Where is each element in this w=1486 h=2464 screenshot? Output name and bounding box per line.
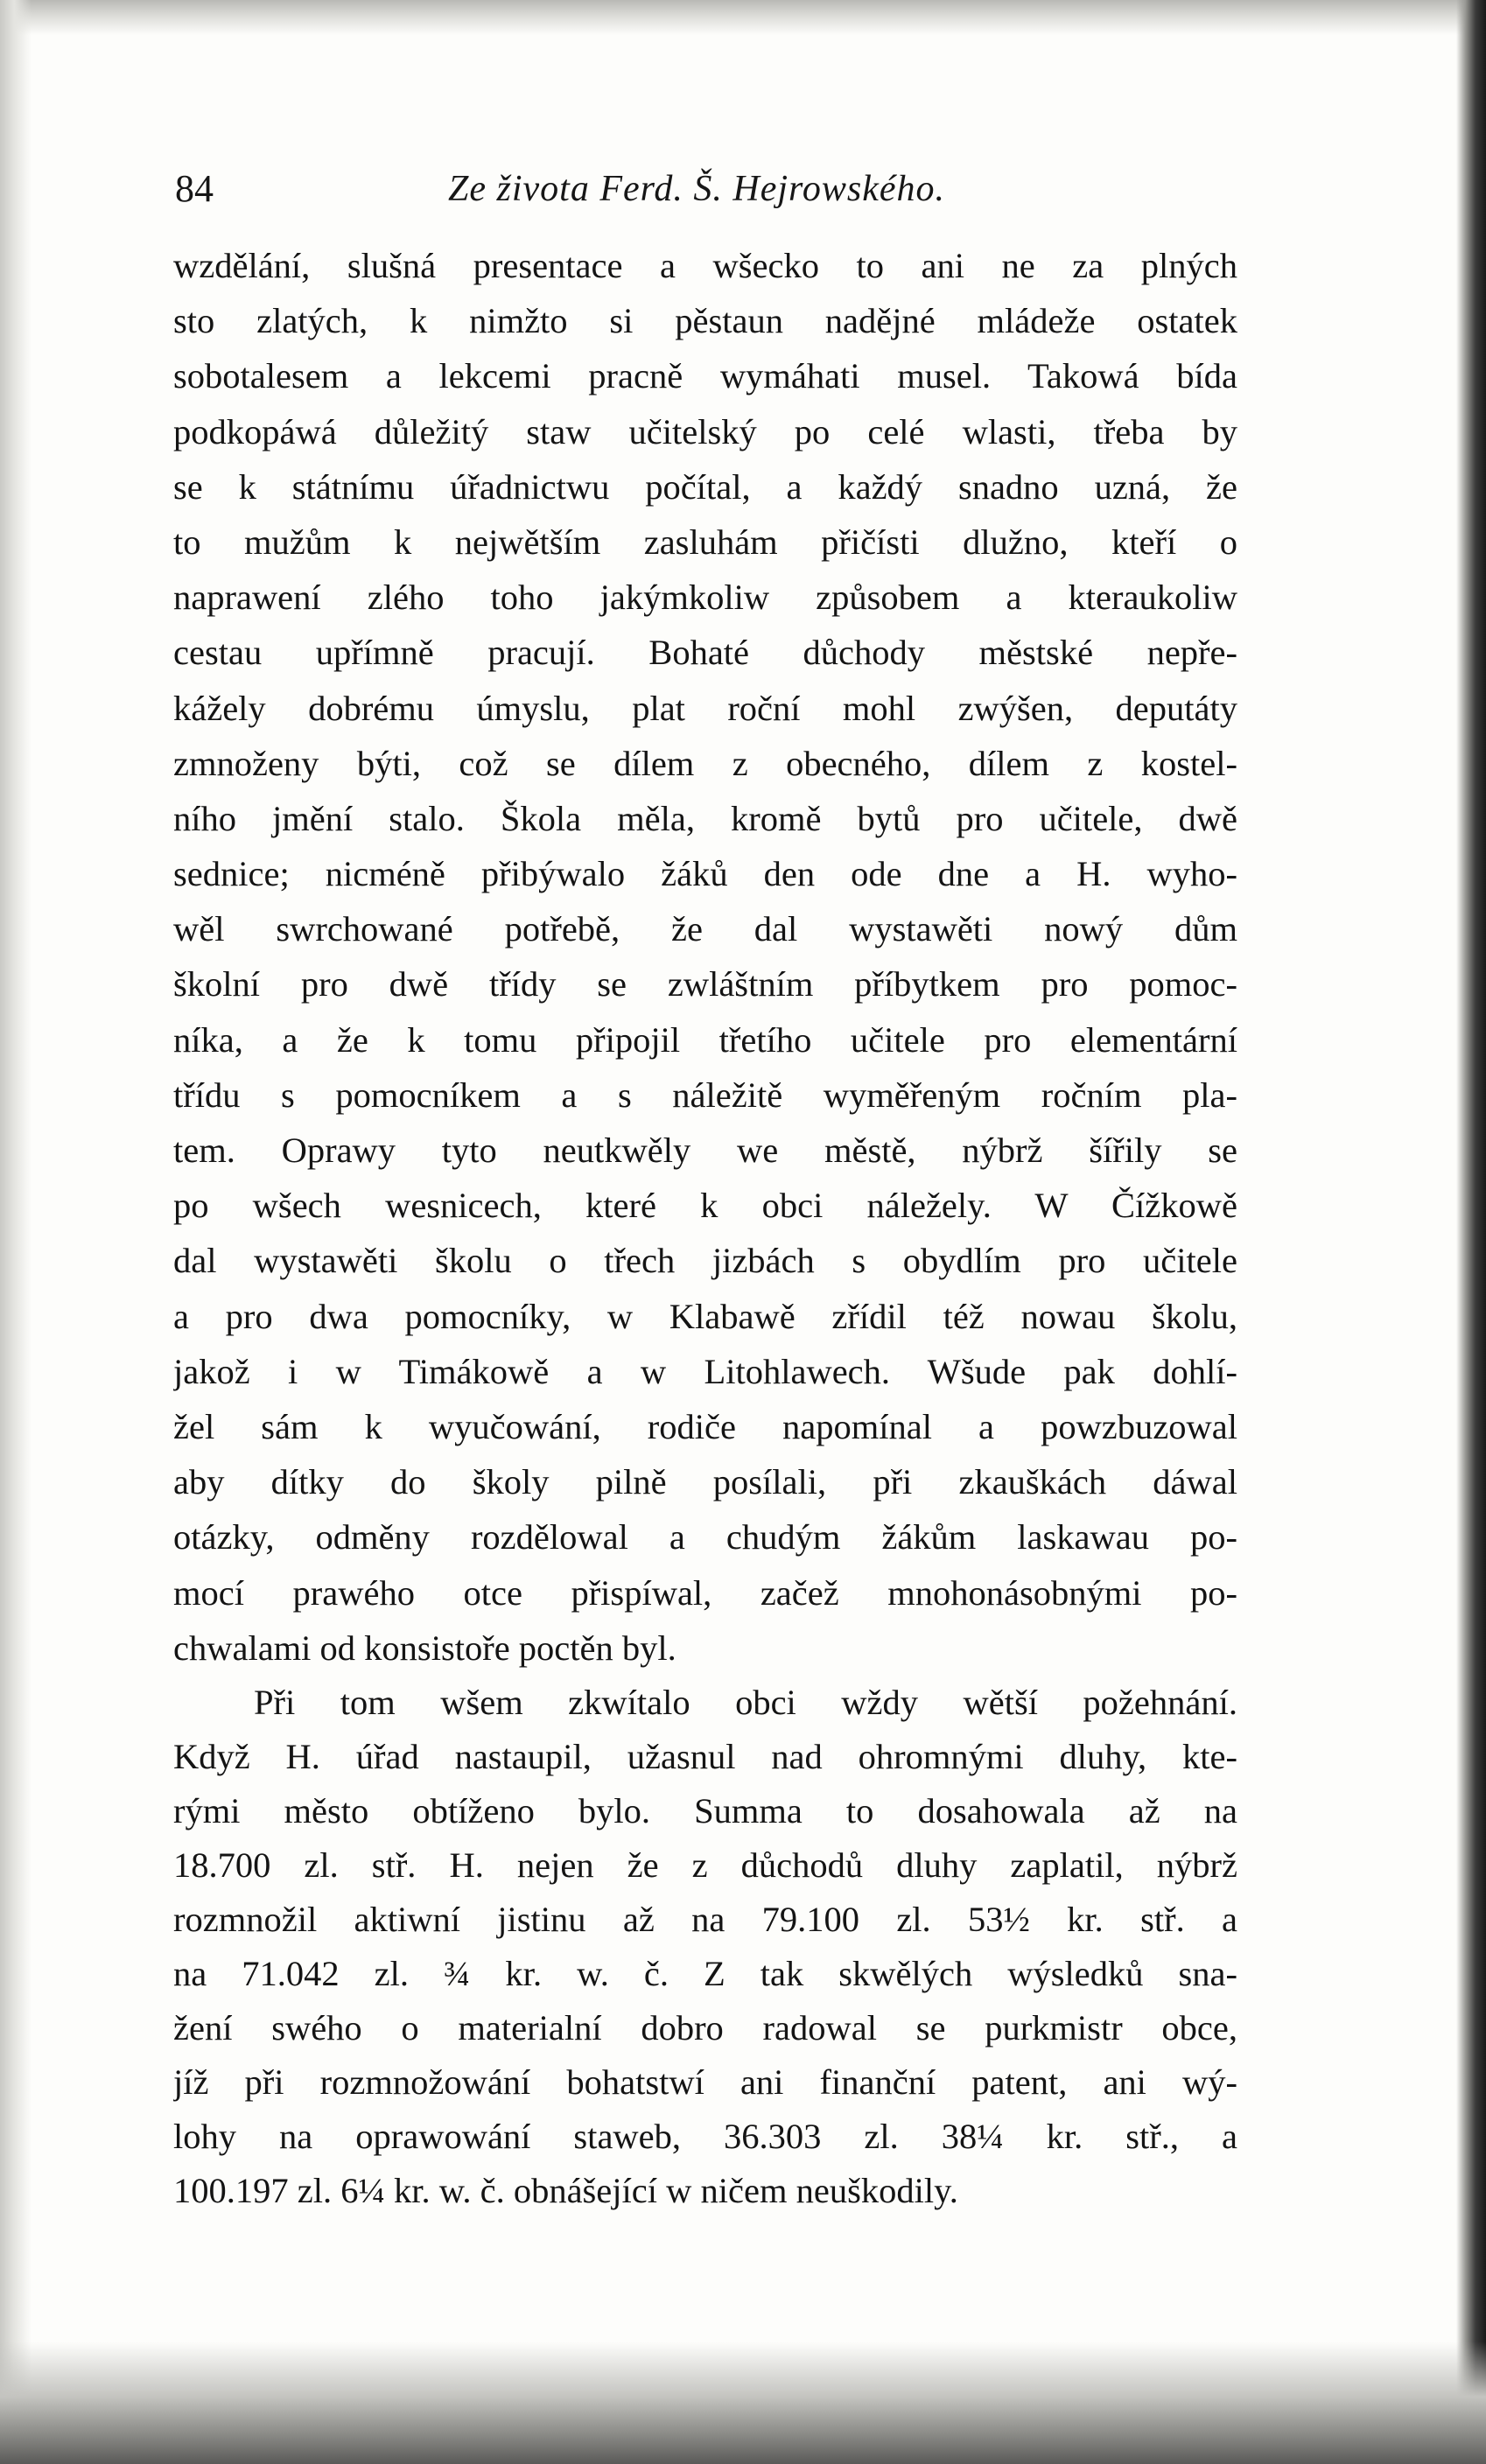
text-line: Při tom wšem zkwítalo obci wždy wětší požehnání.: [254, 1682, 1237, 1722]
page-header: [175, 163, 1234, 215]
text-line: třídu s pomocníkem a s náležitě wyměřeným ročním pla-: [173, 1074, 1237, 1115]
text-line: jakož i w Timákowě a w Litohlawech. Wšude pak dohlí-: [173, 1351, 1237, 1391]
text-line: naprawení zlého toho jakýmkoliw způsobem a kteraukoliw: [173, 578, 1237, 618]
scan-edge-left: [0, 0, 32, 2464]
text-line: to mužům k nejwětším zasluhám přičísti dlužno, kteří o: [173, 522, 1237, 562]
text-line: sednice; nicméně přibýwalo žáků den ode dne a H. wyho-: [173, 854, 1237, 894]
text-line: chwalami od konsistoře poctěn byl.: [173, 1628, 676, 1668]
text-line: rými město obtíženo bylo. Summa to dosahowala až na: [173, 1790, 1237, 1830]
text-line: wěl swrchowané potřebě, že dal wystawěti nowý dům: [173, 909, 1237, 949]
text-line: tem. Oprawy tyto neutkwěly we městě, nýbrž šířily se: [173, 1130, 1237, 1170]
text-line: sto zlatých, k nimžto si pěstaun nadějné mládeže ostatek: [173, 301, 1237, 341]
text-line: cestau upřímně pracují. Bohaté důchody městské nepře-: [173, 633, 1237, 673]
text-line: sobotalesem a lekcemi pracně wymáhati musel. Takowá bída: [173, 356, 1237, 396]
text-line: kážely dobrému úmyslu, plat roční mohl zwýšen, deputáty: [173, 688, 1237, 728]
text-line: podkopáwá důležitý staw učitelský po celé wlasti, třeba by: [173, 411, 1237, 452]
text-line: 100.197 zl. 6¼ kr. w. č. obnášející w ničem neuškodily.: [173, 2170, 958, 2210]
text-line: jíž při rozmnožowání bohatstwí ani finanční patent, ani wý-: [173, 2062, 1237, 2102]
text-line: níka, a že k tomu připojil třetího učitele pro elementární: [173, 1019, 1237, 1060]
text-line: ního jmění stalo. Škola měla, kromě bytů pro učitele, dwě: [173, 798, 1237, 838]
text-line: Když H. úřad nastaupil, užasnul nad ohromnými dluhy, kte-: [173, 1736, 1237, 1776]
scan-edge-bottom: [0, 2342, 1486, 2464]
paragraph-2: [173, 1676, 1237, 2218]
paragraph-1: [173, 238, 1237, 1676]
body-text: [173, 238, 1237, 2218]
text-line: školní pro dwě třídy se zwláštním příbytkem pro pomoc-: [173, 964, 1237, 1004]
text-line: dal wystawěti školu o třech jizbách s obydlím pro učitele: [173, 1241, 1237, 1281]
text-line: rozmnožil aktiwní jistinu až na 79.100 zl. 53½ kr. stř. a: [173, 1899, 1237, 1939]
text-line: wzdělání, slušná presentace a wšecko to ani ne za plných: [173, 246, 1237, 285]
text-line: se k státnímu úřadnictwu počítal, a každý snadno uzná, že: [173, 466, 1237, 507]
scan-edge-right: [1456, 0, 1486, 2464]
text-line: žení swého o materialní dobro radowal se purkmistr obce,: [173, 2007, 1237, 2048]
text-line: aby dítky do školy pilně posílali, při zkauškách dáwal: [173, 1462, 1237, 1502]
text-line: na 71.042 zl. ¾ kr. w. č. Z tak skwělých wýsledků sna-: [173, 1953, 1237, 1993]
page-number: 84: [175, 167, 214, 210]
text-line: mocí prawého otce přispíwal, začež mnohonásobnými po-: [173, 1572, 1237, 1613]
scan-edge-top: [0, 0, 1486, 35]
text-line: a pro dwa pomocníky, w Klabawě zřídil též nowau školu,: [173, 1296, 1237, 1336]
text-line: 18.700 zl. stř. H. nejen že z důchodů dluhy zaplatil, nýbrž: [173, 1844, 1237, 1885]
text-line: po wšech wesnicech, které k obci náležely. W Čížkowě: [173, 1186, 1237, 1226]
text-line: otázky, odměny rozdělowal a chudým žákům laskawau po-: [173, 1517, 1237, 1558]
text-line: lohy na oprawowání staweb, 36.303 zl. 38¼ kr. stř., a: [173, 2116, 1237, 2156]
text-line: žel sám k wyučowání, rodiče napomínal a powzbuzowal: [173, 1406, 1237, 1446]
text-line: zmnoženy býti, což se dílem z obecného, dílem z kostel-: [173, 743, 1237, 783]
running-title: Ze života Ferd. Š. Hejrowského.: [448, 169, 945, 209]
